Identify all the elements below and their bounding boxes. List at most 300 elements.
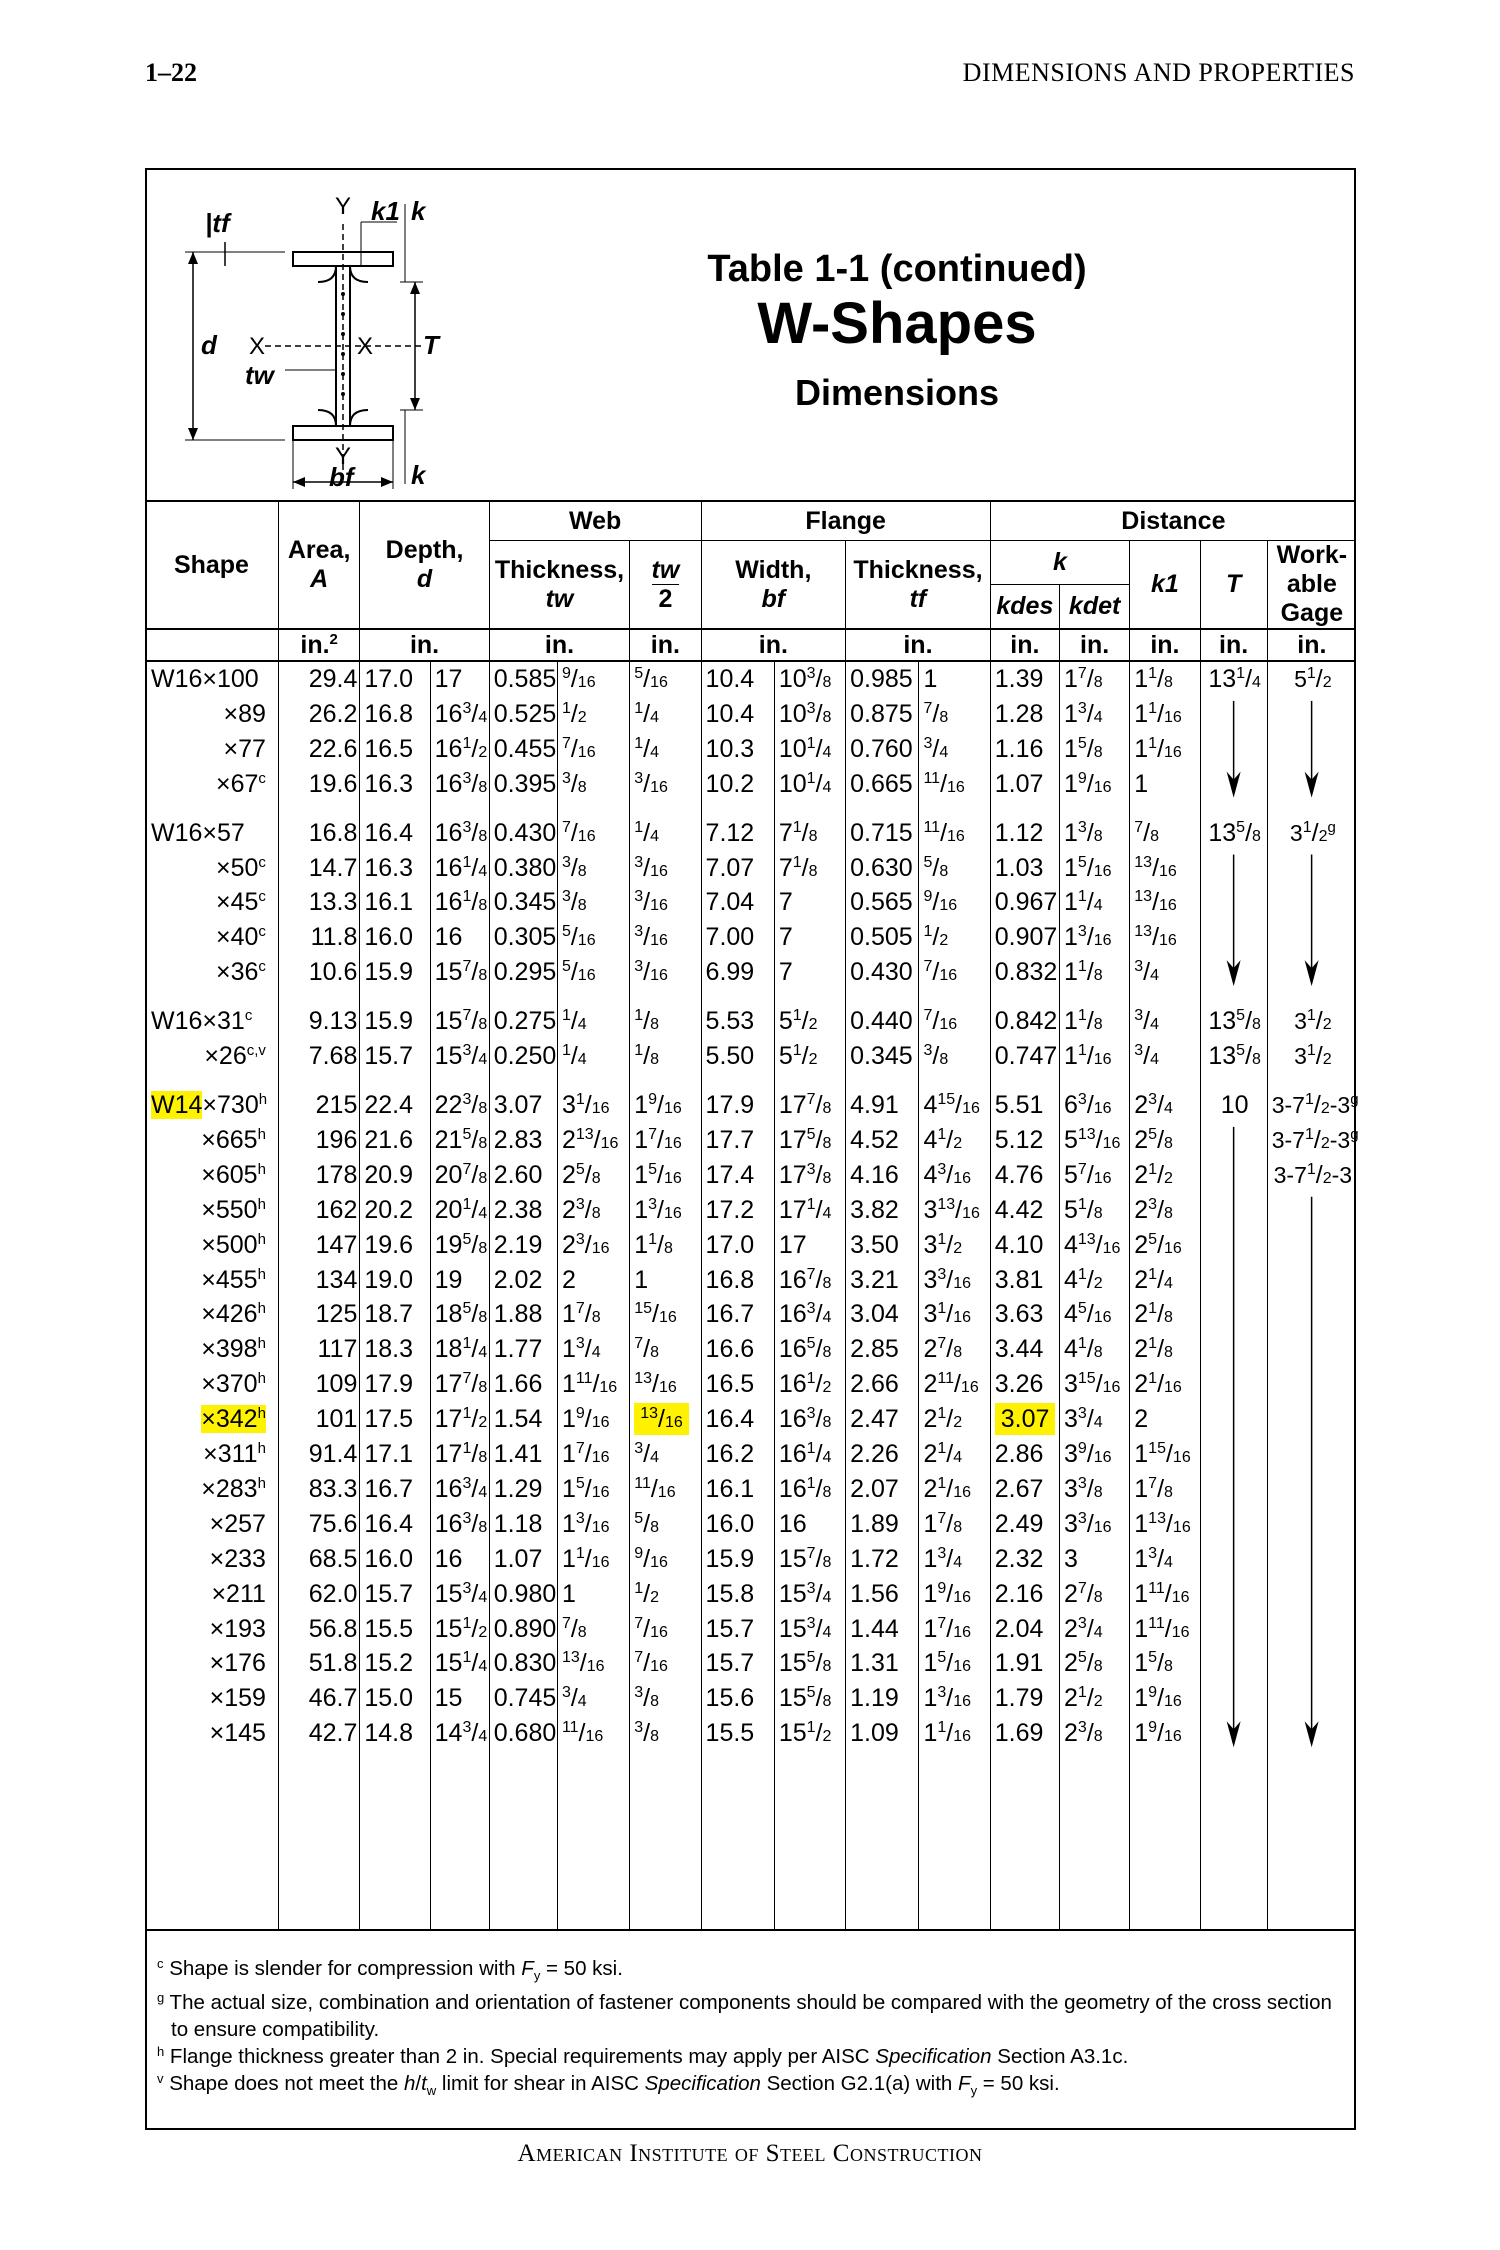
value-cell: 19.6 xyxy=(278,767,359,802)
value-cell: $10^3/8$ xyxy=(774,661,845,697)
value-cell: $7^1/8$ xyxy=(774,816,845,851)
value-cell: 1.44 xyxy=(846,1612,919,1647)
table-row xyxy=(145,1472,1356,1507)
value-cell: 2.38 xyxy=(489,1193,557,1228)
value-cell: 15.5 xyxy=(360,1612,430,1647)
value-cell: 109 xyxy=(278,1367,359,1402)
value-cell: 16.4 xyxy=(360,1507,430,1542)
unit-bf: in. xyxy=(701,629,846,661)
value-cell: $^7$/8 xyxy=(630,1332,701,1367)
value-cell: 3.44 xyxy=(990,1332,1059,1367)
table-row xyxy=(145,1542,1356,1577)
value-cell: $15^3/4$ xyxy=(774,1612,845,1647)
value-cell: 15.7 xyxy=(360,1039,430,1074)
figure-label-k-top: k xyxy=(411,196,426,226)
value-cell: $3^1/2$ xyxy=(919,1228,990,1263)
value-cell xyxy=(1200,732,1267,767)
value-cell: 2.47 xyxy=(846,1402,919,1437)
value-cell xyxy=(1267,1681,1356,1716)
value-cell: $^3$/8 xyxy=(630,1681,701,1716)
value-cell: $1^5/16$ xyxy=(630,1158,701,1193)
value-cell: $1^5/16$ xyxy=(557,1472,629,1507)
value-cell: 147 xyxy=(278,1228,359,1263)
table-subtitle: Dimensions xyxy=(794,372,1000,413)
value-cell: 2.16 xyxy=(990,1577,1059,1612)
value-cell xyxy=(1200,1646,1267,1681)
table-row xyxy=(145,1612,1356,1647)
value-cell xyxy=(1267,1437,1356,1472)
value-cell: 0.875 xyxy=(846,697,919,732)
value-cell: 1.29 xyxy=(489,1472,557,1507)
value-cell xyxy=(1200,1193,1267,1228)
value-cell: $1^7/16$ xyxy=(630,1123,701,1158)
value-cell: $2^5/8$ xyxy=(1130,1123,1200,1158)
value-cell: 4.42 xyxy=(990,1193,1059,1228)
value-cell: 15 xyxy=(430,1681,489,1716)
shape-cell: W16×57 xyxy=(151,818,245,847)
value-cell: 16.2 xyxy=(701,1437,774,1472)
value-cell: 16 xyxy=(774,1507,845,1542)
shape-cell: ×193 xyxy=(209,1614,266,1643)
value-cell: 18.3 xyxy=(360,1332,430,1367)
value-cell: $17^7/8$ xyxy=(430,1367,489,1402)
value-cell: 17.1 xyxy=(360,1437,430,1472)
value-cell: 0.747 xyxy=(990,1039,1059,1074)
value-cell: 5.51 xyxy=(990,1088,1059,1123)
value-cell: $3^1/16$ xyxy=(557,1088,629,1123)
value-cell: 0.440 xyxy=(846,1004,919,1039)
value-cell: $^7$/16 xyxy=(919,1004,990,1039)
value-cell: 15.7 xyxy=(360,1577,430,1612)
value-cell: 51.8 xyxy=(278,1646,359,1681)
value-cell: $16^3/4$ xyxy=(430,697,489,732)
value-cell: $1^3/4$ xyxy=(557,1332,629,1367)
value-cell: $1^1/8$ xyxy=(630,1228,701,1263)
value-cell: $13^5/8$ xyxy=(1200,1039,1267,1074)
value-cell: 0.745 xyxy=(489,1681,557,1716)
value-cell: $15^3/4$ xyxy=(774,1577,845,1612)
value-cell: 16.3 xyxy=(360,767,430,802)
value-cell: 4.91 xyxy=(846,1088,919,1123)
header-depth: Depth, d xyxy=(360,501,489,629)
value-cell: 1.72 xyxy=(846,1542,919,1577)
value-cell: $1^7/8$ xyxy=(1130,1472,1200,1507)
value-cell: 1 xyxy=(557,1577,629,1612)
value-cell: 0.980 xyxy=(489,1577,557,1612)
value-cell: $^7$/16 xyxy=(557,816,629,851)
value-cell: 16.0 xyxy=(360,920,430,955)
value-cell: $5^1/2$ xyxy=(1267,661,1356,697)
value-cell: $^1$/8 xyxy=(630,1004,701,1039)
value-cell: $14^3/4$ xyxy=(430,1716,489,1751)
value-cell: $4^5/16$ xyxy=(1060,1297,1130,1332)
value-cell: $5^1/8$ xyxy=(1060,1193,1130,1228)
value-cell: $16^3/4$ xyxy=(774,1297,845,1332)
value-cell: 7 xyxy=(774,885,845,920)
table-row xyxy=(145,1716,1356,1751)
value-cell: 1.03 xyxy=(990,851,1059,886)
value-cell: 10.4 xyxy=(701,661,774,697)
value-cell: $3^3/16$ xyxy=(1060,1507,1130,1542)
value-cell: 22.4 xyxy=(360,1088,430,1123)
value-cell: $2^3/8$ xyxy=(1060,1716,1130,1751)
value-cell: $^3$/4 xyxy=(557,1681,629,1716)
value-cell: $^{13}$/16 xyxy=(630,1402,701,1437)
shape-cell: $\times 500^h$ xyxy=(201,1230,266,1259)
value-cell: 196 xyxy=(278,1123,359,1158)
value-cell: $^1$/2 xyxy=(919,920,990,955)
value-cell: 0.665 xyxy=(846,767,919,802)
value-cell: $^3$/4 xyxy=(630,1437,701,1472)
shape-cell: ×233 xyxy=(209,1544,266,1573)
value-cell: 2.07 xyxy=(846,1472,919,1507)
value-cell: $^{13}$/16 xyxy=(1130,885,1200,920)
table-row xyxy=(145,1297,1356,1332)
value-cell: 0.430 xyxy=(846,955,919,990)
unit-gage: in. xyxy=(1267,629,1356,661)
value-cell: $1^3/16$ xyxy=(1060,920,1130,955)
table-frame xyxy=(145,168,1359,2130)
value-cell: $^1$/8 xyxy=(630,1039,701,1074)
value-cell: 3.04 xyxy=(846,1297,919,1332)
value-cell: 4.10 xyxy=(990,1228,1059,1263)
table-row xyxy=(145,1158,1356,1193)
value-cell: $2^3/8$ xyxy=(557,1193,629,1228)
value-cell: $16^7/8$ xyxy=(774,1263,845,1298)
value-cell: $2^1/4$ xyxy=(919,1437,990,1472)
value-cell: 10.6 xyxy=(278,955,359,990)
value-cell xyxy=(1200,1507,1267,1542)
value-cell: 17.0 xyxy=(701,1228,774,1263)
value-cell: 0.830 xyxy=(489,1646,557,1681)
table-number-title: Table 1-1 (continued) xyxy=(707,248,1087,290)
header-workable-gage: Work- able Gage xyxy=(1267,541,1356,630)
value-cell: $2^1/4$ xyxy=(1130,1263,1200,1298)
value-cell: 83.3 xyxy=(278,1472,359,1507)
value-cell: $2^1/2$ xyxy=(1060,1681,1130,1716)
value-cell xyxy=(1200,920,1267,955)
value-cell: 0.525 xyxy=(489,697,557,732)
value-cell: $^3$/16 xyxy=(630,955,701,990)
value-cell: $^3$/8 xyxy=(557,885,629,920)
value-cell: $13^5/8$ xyxy=(1200,1004,1267,1039)
value-cell: 1.31 xyxy=(846,1646,919,1681)
value-cell: 117 xyxy=(278,1332,359,1367)
value-cell: $5^{13}/16$ xyxy=(1060,1123,1130,1158)
value-cell: 3.26 xyxy=(990,1367,1059,1402)
value-cell: $^3$/4 xyxy=(1130,955,1200,990)
value-cell: 16.1 xyxy=(360,885,430,920)
page-footer: American Institute of Steel Construction xyxy=(517,2140,983,2167)
value-cell xyxy=(1267,885,1356,920)
value-cell: $^3$/4 xyxy=(1130,1039,1200,1074)
value-cell xyxy=(1200,1472,1267,1507)
value-cell: 1.79 xyxy=(990,1681,1059,1716)
value-cell: 0.275 xyxy=(489,1004,557,1039)
shape-cell: ×159 xyxy=(209,1684,266,1713)
value-cell: $^{11}$/16 xyxy=(919,816,990,851)
value-cell: $15^7/8$ xyxy=(430,1004,489,1039)
value-cell: 5.50 xyxy=(701,1039,774,1074)
header-T: T xyxy=(1200,541,1267,630)
figure-label-tf: |tf xyxy=(205,208,230,238)
value-cell: $^3$/8 xyxy=(919,1039,990,1074)
value-cell: 1.77 xyxy=(489,1332,557,1367)
value-cell: $5^1/2$ xyxy=(774,1039,845,1074)
value-cell: 0.345 xyxy=(489,885,557,920)
unit-kdes: in. xyxy=(990,629,1059,661)
value-cell: 134 xyxy=(278,1263,359,1298)
value-cell: 1.89 xyxy=(846,1507,919,1542)
header-k: k xyxy=(990,541,1130,585)
value-cell: 0.380 xyxy=(489,851,557,886)
shape-cell: $\times 605^h$ xyxy=(201,1160,266,1189)
table-row xyxy=(145,1402,1356,1437)
value-cell: $15^7/8$ xyxy=(430,955,489,990)
value-cell: $2^5/8$ xyxy=(557,1158,629,1193)
value-cell: 3.50 xyxy=(846,1228,919,1263)
shape-cell: ×211 xyxy=(211,1579,266,1608)
shape-cell: $\times 370^h$ xyxy=(201,1370,266,1399)
value-cell: $^9$/16 xyxy=(919,885,990,920)
value-cell xyxy=(1200,1716,1267,1751)
value-cell: $1^1/16$ xyxy=(1130,732,1200,767)
value-cell: 7 xyxy=(774,920,845,955)
unit-area: in.$^2$ xyxy=(278,629,359,661)
footnote-g: $^g$ The actual size, combination and orientation of fastener components should be compared with the geometry of the cross section to ensure compatibility. xyxy=(157,1990,1332,2042)
value-cell: $1^3/16$ xyxy=(919,1681,990,1716)
value-cell: $3^1/2$ xyxy=(1267,1039,1356,1074)
value-cell: 68.5 xyxy=(278,1542,359,1577)
value-cell xyxy=(1200,1123,1267,1158)
value-cell: 3.07 xyxy=(990,1402,1059,1437)
value-cell: $^3$/8 xyxy=(557,851,629,886)
value-cell: 1.56 xyxy=(846,1577,919,1612)
table-row xyxy=(145,1263,1356,1298)
value-cell xyxy=(1267,1612,1356,1647)
value-cell xyxy=(1200,1297,1267,1332)
value-cell: 9.13 xyxy=(278,1004,359,1039)
value-cell xyxy=(1200,851,1267,886)
footnote-v: $^v$ Shape does not meet the $h/t_w$ limit for shear in AISC Specification Section G2.1(a) with $F_y = 50$ ksi. xyxy=(157,2071,1060,2099)
value-cell: 1 xyxy=(919,661,990,697)
value-cell: 7.00 xyxy=(701,920,774,955)
value-cell: 17.9 xyxy=(701,1088,774,1123)
table-row xyxy=(145,661,1356,697)
value-cell: 16.8 xyxy=(278,816,359,851)
value-cell: 10.3 xyxy=(701,732,774,767)
value-cell: $1^5/8$ xyxy=(1130,1646,1200,1681)
shape-cell: ×257 xyxy=(209,1509,266,1538)
shape-cell: $\times 426^h$ xyxy=(201,1300,266,1329)
value-cell xyxy=(1267,1228,1356,1263)
value-cell: $15^7/8$ xyxy=(774,1542,845,1577)
value-cell: $3^3/8$ xyxy=(1060,1472,1130,1507)
table-row xyxy=(145,1577,1356,1612)
footnote-c: $^c$ Shape is slender for compression with $F_y = 50$ ksi. xyxy=(157,1956,623,1984)
value-cell: $1^{11}/16$ xyxy=(557,1367,629,1402)
value-cell: 1.12 xyxy=(990,816,1059,851)
value-cell: 19.6 xyxy=(360,1228,430,1263)
value-cell xyxy=(1267,1332,1356,1367)
value-cell: $^1$/2 xyxy=(557,697,629,732)
value-cell: 15.9 xyxy=(360,955,430,990)
value-cell: $^5$/16 xyxy=(557,920,629,955)
value-cell: 2.32 xyxy=(990,1542,1059,1577)
value-cell: 16.0 xyxy=(701,1507,774,1542)
value-cell: $1^1/8$ xyxy=(1060,1004,1130,1039)
table-row xyxy=(145,1193,1356,1228)
value-cell: 7.12 xyxy=(701,816,774,851)
value-cell: 0.680 xyxy=(489,1716,557,1751)
value-cell: $2^{11}/16$ xyxy=(919,1367,990,1402)
value-cell: 62.0 xyxy=(278,1577,359,1612)
value-cell: $^5$/16 xyxy=(630,661,701,697)
value-cell: $1^7/8$ xyxy=(557,1297,629,1332)
value-cell: $2^1/2$ xyxy=(1130,1158,1200,1193)
value-cell: 11.8 xyxy=(278,920,359,955)
w-shape-cross-section-figure xyxy=(165,184,455,494)
header-area: Area, A xyxy=(278,501,359,629)
value-cell: 2 xyxy=(1130,1402,1200,1437)
value-cell: 2 xyxy=(557,1263,629,1298)
value-cell: 2.86 xyxy=(990,1437,1059,1472)
value-cell: $4^1/8$ xyxy=(1060,1332,1130,1367)
figure-label-y-bottom: Y xyxy=(335,443,352,470)
value-cell: 215 xyxy=(278,1088,359,1123)
value-cell: 14.7 xyxy=(278,851,359,886)
value-cell: 125 xyxy=(278,1297,359,1332)
shape-cell: $\times 455^h$ xyxy=(201,1265,266,1294)
value-cell: $3^{15}/16$ xyxy=(1060,1367,1130,1402)
value-cell: 1.69 xyxy=(990,1716,1059,1751)
value-cell: 16.8 xyxy=(360,697,430,732)
value-cell: $1^{15}/16$ xyxy=(1130,1437,1200,1472)
value-cell: 0.305 xyxy=(489,920,557,955)
value-cell: 1.88 xyxy=(489,1297,557,1332)
value-cell: $1^9/16$ xyxy=(557,1402,629,1437)
value-cell: $15^3/4$ xyxy=(430,1577,489,1612)
header-web-thickness: Thickness, tw xyxy=(489,541,630,630)
value-cell: 1.09 xyxy=(846,1716,919,1751)
value-cell: 15.7 xyxy=(701,1646,774,1681)
value-cell: 2.26 xyxy=(846,1437,919,1472)
value-cell: 1.07 xyxy=(990,767,1059,802)
value-cell: $16^1/4$ xyxy=(430,851,489,886)
value-cell: $^7$/16 xyxy=(630,1612,701,1647)
value-cell xyxy=(1267,851,1356,886)
value-cell: 17.5 xyxy=(360,1402,430,1437)
table-row xyxy=(145,1332,1356,1367)
value-cell: $10^1/4$ xyxy=(774,767,845,802)
table-row xyxy=(145,1228,1356,1263)
value-cell xyxy=(1267,767,1356,802)
value-cell xyxy=(1267,1402,1356,1437)
value-cell: $16^3/8$ xyxy=(430,767,489,802)
value-cell: $16^1/8$ xyxy=(430,885,489,920)
value-cell: $17^1/8$ xyxy=(430,1437,489,1472)
value-cell: $^3$/4 xyxy=(1130,1004,1200,1039)
value-cell: $2^3/4$ xyxy=(1130,1088,1200,1123)
value-cell: 1.39 xyxy=(990,661,1059,697)
header-distance: Distance xyxy=(990,501,1356,541)
value-cell: 13.3 xyxy=(278,885,359,920)
value-cell: $17^1/4$ xyxy=(774,1193,845,1228)
value-cell: $4^{13}/16$ xyxy=(1060,1228,1130,1263)
value-cell: $^9$/16 xyxy=(557,661,629,697)
value-cell: 22.6 xyxy=(278,732,359,767)
value-cell: $^{11}$/16 xyxy=(557,1716,629,1751)
value-cell: 15.2 xyxy=(360,1646,430,1681)
value-cell xyxy=(1200,885,1267,920)
value-cell: 3.63 xyxy=(990,1297,1059,1332)
value-cell: 0.585 xyxy=(489,661,557,697)
value-cell: $2^7/8$ xyxy=(1060,1577,1130,1612)
value-cell: 7 xyxy=(774,955,845,990)
figure-label-tw: tw xyxy=(245,360,274,390)
value-cell: 2.85 xyxy=(846,1332,919,1367)
w-shapes-dimensions-table xyxy=(145,500,1359,1931)
value-cell: 4.76 xyxy=(990,1158,1059,1193)
value-cell: 1.07 xyxy=(489,1542,557,1577)
value-cell xyxy=(1200,1228,1267,1263)
header-kdet: kdet xyxy=(1060,584,1130,629)
value-cell: 7.68 xyxy=(278,1039,359,1074)
value-cell: 0.345 xyxy=(846,1039,919,1074)
value-cell: $3-7^1/2-3^g$ xyxy=(1267,1123,1356,1158)
value-cell: 15.9 xyxy=(360,1004,430,1039)
value-cell: $16^3/8$ xyxy=(430,816,489,851)
value-cell: $^3$/8 xyxy=(557,767,629,802)
value-cell: $^5$/16 xyxy=(557,955,629,990)
value-cell: $1^{11}/16$ xyxy=(1130,1612,1200,1647)
table-main-title: W-Shapes xyxy=(757,291,1037,356)
value-cell: 7.07 xyxy=(701,851,774,886)
header-flange: Flange xyxy=(701,501,990,541)
value-cell: 2.60 xyxy=(489,1158,557,1193)
value-cell: 162 xyxy=(278,1193,359,1228)
value-cell: 0.630 xyxy=(846,851,919,886)
value-cell xyxy=(1200,1542,1267,1577)
value-cell: $3^{13}/16$ xyxy=(919,1193,990,1228)
value-cell: 0.715 xyxy=(846,816,919,851)
value-cell: $^7$/8 xyxy=(557,1612,629,1647)
value-cell: 19 xyxy=(430,1263,489,1298)
value-cell: $13^1/4$ xyxy=(1200,661,1267,697)
value-cell: $3^3/4$ xyxy=(1060,1402,1130,1437)
value-cell: 1.66 xyxy=(489,1367,557,1402)
value-cell xyxy=(1200,1332,1267,1367)
value-cell: 0.832 xyxy=(990,955,1059,990)
value-cell: 1 xyxy=(630,1263,701,1298)
value-cell: 16.3 xyxy=(360,851,430,886)
value-cell: $^{11}$/16 xyxy=(919,767,990,802)
value-cell: $^1$/4 xyxy=(630,697,701,732)
page-number: 1–22 xyxy=(145,58,197,87)
value-cell: $^3$/8 xyxy=(630,1716,701,1751)
value-cell: 29.4 xyxy=(278,661,359,697)
value-cell: $10^1/4$ xyxy=(774,732,845,767)
value-cell xyxy=(1267,1297,1356,1332)
value-cell: $17^5/8$ xyxy=(774,1123,845,1158)
value-cell xyxy=(1200,1437,1267,1472)
value-cell: 16.0 xyxy=(360,1542,430,1577)
value-cell: $^{15}$/16 xyxy=(630,1297,701,1332)
value-cell: $1^3/4$ xyxy=(1130,1542,1200,1577)
value-cell: 0.395 xyxy=(489,767,557,802)
value-cell xyxy=(1267,732,1356,767)
value-cell: $1^1/8$ xyxy=(1060,955,1130,990)
